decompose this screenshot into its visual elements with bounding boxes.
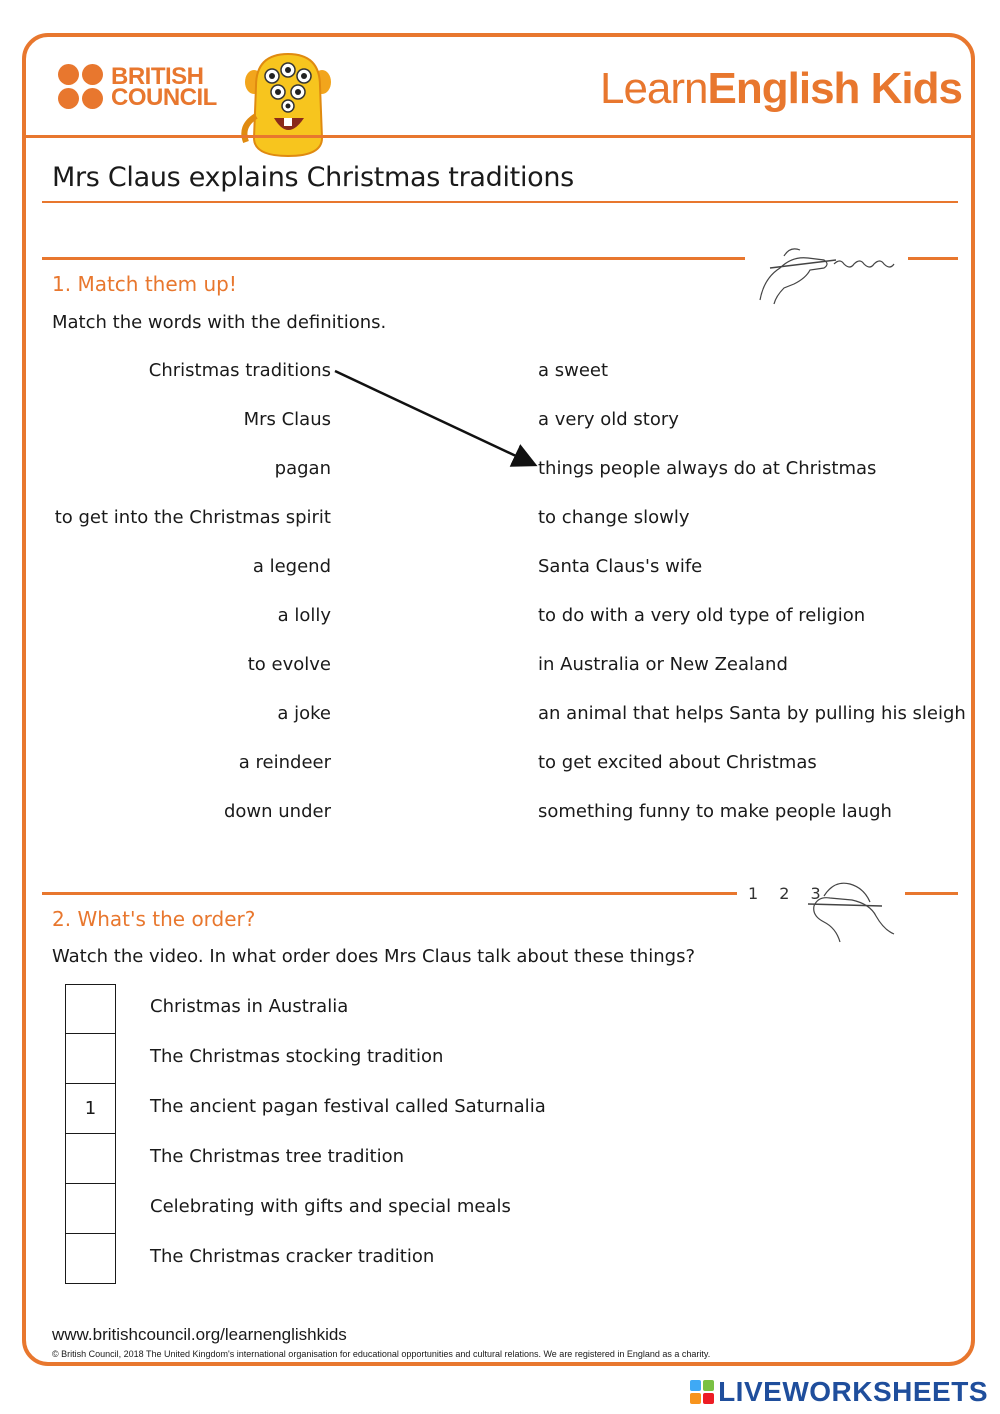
match-definition[interactable]: a sweet xyxy=(538,360,609,381)
section1-instruction: Match the words with the definitions. xyxy=(52,312,387,333)
match-definition[interactable]: to change slowly xyxy=(538,507,690,528)
order-item-label: The Christmas tree tradition xyxy=(150,1146,405,1167)
logo-learn: Learn xyxy=(599,64,708,113)
match-definition[interactable]: something funny to make people laugh xyxy=(538,801,892,822)
page-title: Mrs Claus explains Christmas traditions xyxy=(52,162,574,193)
order-answer-box[interactable] xyxy=(65,1234,116,1284)
learnenglish-kids-logo xyxy=(600,64,962,114)
section2-divider-right xyxy=(905,892,958,895)
order-item-label: The ancient pagan festival called Saturnalia xyxy=(150,1096,546,1117)
footer-copyright: © British Council, 2018 The United Kingdom's international organisation for educational opportunities and cultural relations. We are registered in England as a charity. xyxy=(52,1349,711,1359)
section1-divider-right xyxy=(908,257,958,260)
british-council-line2: COUNCIL xyxy=(111,83,217,111)
match-definition[interactable]: things people always do at Christmas xyxy=(538,458,877,479)
section2-divider-left xyxy=(42,892,737,895)
match-word[interactable]: a legend xyxy=(252,556,331,577)
order-answer-box[interactable]: 1 xyxy=(65,1084,116,1134)
match-word[interactable]: a lolly xyxy=(277,605,331,626)
monster-mascot-icon xyxy=(226,46,350,162)
match-word[interactable]: to evolve xyxy=(247,654,331,675)
order-item-label: Celebrating with gifts and special meals xyxy=(150,1196,511,1217)
order-answer-box[interactable] xyxy=(65,1184,116,1234)
match-definition[interactable]: Santa Claus's wife xyxy=(538,556,703,577)
section2-instruction: Watch the video. In what order does Mrs Claus talk about these things? xyxy=(52,946,695,967)
order-item-label: The Christmas stocking tradition xyxy=(150,1046,444,1067)
match-word[interactable]: to get into the Christmas spirit xyxy=(54,507,331,528)
header-divider xyxy=(26,135,971,138)
match-definition[interactable]: a very old story xyxy=(538,409,679,430)
match-definition[interactable]: to get excited about Christmas xyxy=(538,752,817,773)
match-word[interactable]: pagan xyxy=(274,458,331,479)
match-word[interactable]: Mrs Claus xyxy=(243,409,331,430)
hand-numbers: 1 2 3 xyxy=(748,884,829,903)
order-answer-box[interactable] xyxy=(65,984,116,1034)
section1-heading: 1. Match them up! xyxy=(52,272,237,296)
section2-heading: 2. What's the order? xyxy=(52,907,256,931)
match-word[interactable]: Christmas traditions xyxy=(148,360,331,381)
order-item-label: The Christmas cracker tradition xyxy=(150,1246,435,1267)
match-definition[interactable]: in Australia or New Zealand xyxy=(538,654,788,675)
match-definition[interactable]: an animal that helps Santa by pulling his sleigh xyxy=(538,703,966,724)
logo-english-kids: English Kids xyxy=(707,64,962,113)
match-word[interactable]: a reindeer xyxy=(238,752,331,773)
match-word[interactable]: a joke xyxy=(277,703,331,724)
section1-divider-left xyxy=(42,257,745,260)
footer-url[interactable]: www.britishcouncil.org/learnenglishkids xyxy=(52,1325,347,1344)
british-council-dots-icon xyxy=(58,64,103,109)
order-answer-box[interactable] xyxy=(65,1034,116,1084)
match-definition[interactable]: to do with a very old type of religion xyxy=(538,605,866,626)
counting-hand-icon xyxy=(800,876,900,948)
liveworksheets-icon xyxy=(690,1380,714,1404)
writing-hand-icon xyxy=(750,238,910,308)
liveworksheets-logo xyxy=(690,1376,988,1408)
british-council-line1: BRITISH xyxy=(111,62,204,90)
match-word[interactable]: down under xyxy=(223,801,331,822)
order-answer-box[interactable] xyxy=(65,1134,116,1184)
british-council-logo xyxy=(58,64,217,109)
order-item-label: Christmas in Australia xyxy=(150,996,349,1017)
title-divider xyxy=(42,201,958,203)
liveworksheets-text: LIVEWORKSHEETS xyxy=(718,1376,988,1407)
